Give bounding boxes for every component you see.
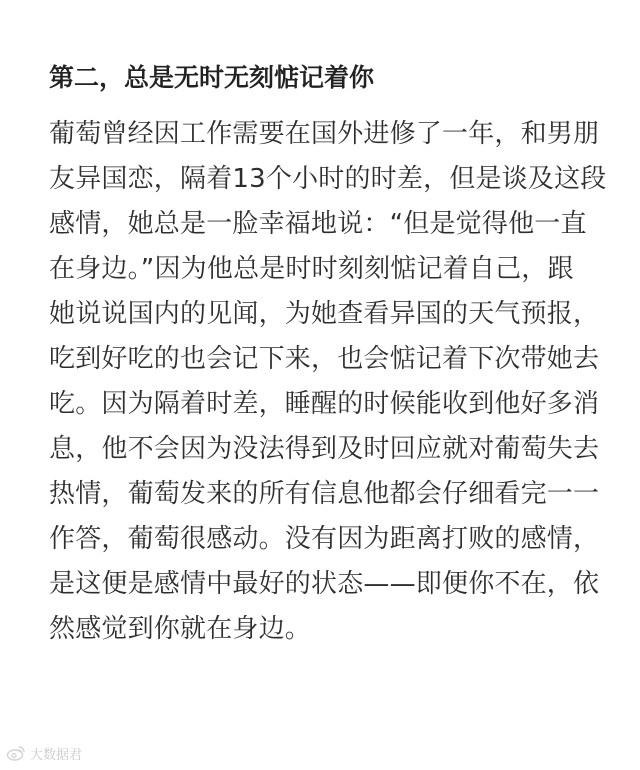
body-line: 是这便是感情中最好的状态——即便你不在，依 bbox=[49, 569, 600, 599]
body-line: 感情，她总是一脸幸福地说：“但是觉得他一直 bbox=[49, 209, 587, 239]
article-body bbox=[49, 112, 609, 652]
watermark-text: 大数据君 bbox=[30, 747, 83, 763]
body-line: 葡萄曾经因工作需要在国外进修了一年，和男朋 bbox=[49, 119, 600, 149]
body-line: 在身边。”因为他总是时时刻刻惦记着自己，跟 bbox=[49, 254, 574, 284]
body-line: 友异国恋，隔着13个小时的时差，但是谈及这段 bbox=[49, 164, 607, 194]
body-line: 她说说国内的见闻，为她查看异国的天气预报， bbox=[49, 299, 600, 329]
article bbox=[49, 58, 609, 652]
article-title: 第二，总是无时无刻惦记着你 bbox=[49, 63, 375, 92]
watermark bbox=[6, 742, 82, 764]
body-line: 吃。因为隔着时差，睡醒的时候能收到他好多消 bbox=[49, 389, 600, 419]
body-line: 作答，葡萄很感动。没有因为距离打败的感情， bbox=[49, 524, 600, 554]
body-line: 息，他不会因为没法得到及时回应就对葡萄失去 bbox=[49, 434, 600, 464]
weibo-logo-icon bbox=[6, 745, 26, 761]
body-line: 吃到好吃的也会记下来，也会惦记着下次带她去 bbox=[49, 344, 600, 374]
body-line: 热情，葡萄发来的所有信息他都会仔细看完一一 bbox=[49, 479, 600, 509]
body-line: 然感觉到你就在身边。 bbox=[49, 614, 312, 644]
